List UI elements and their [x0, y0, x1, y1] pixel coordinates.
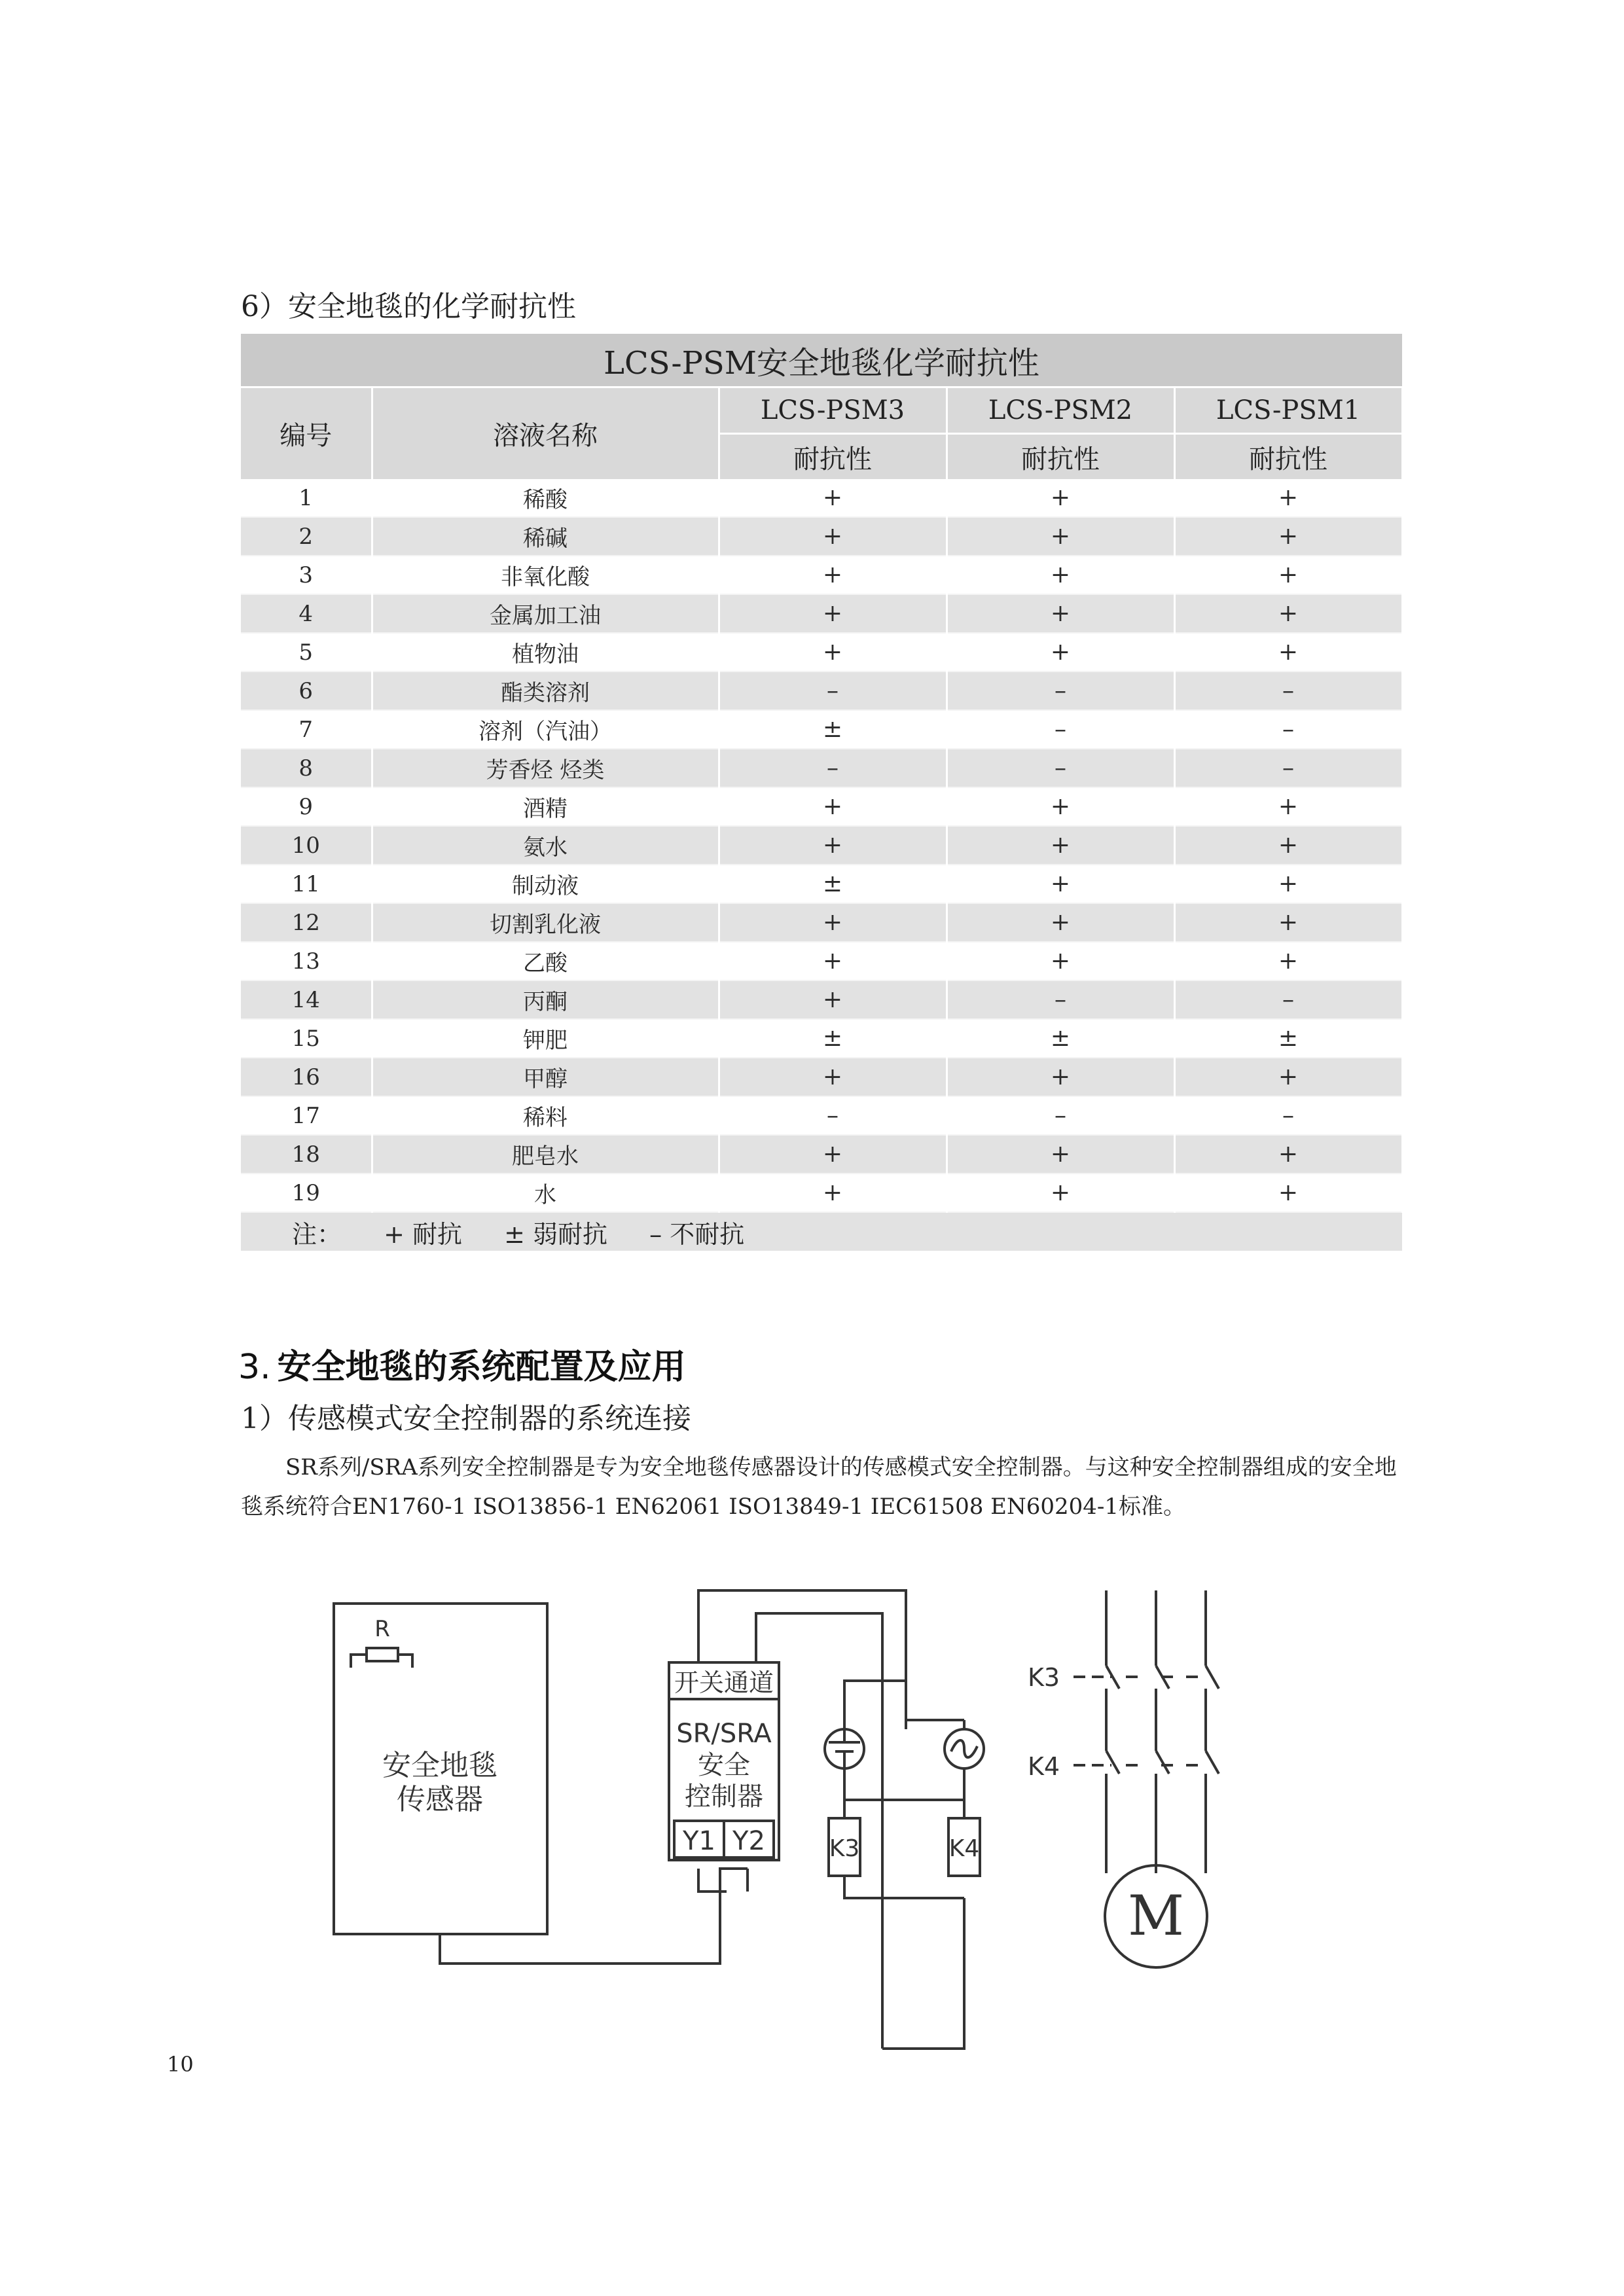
cell-psm2: –: [947, 1096, 1174, 1135]
cell-number: 18: [241, 1135, 372, 1174]
cell-psm1: –: [1174, 749, 1402, 787]
cell-solution-name: 酒精: [372, 787, 719, 826]
cell-psm1: +: [1174, 594, 1402, 633]
resistor-icon: [351, 1648, 412, 1668]
column-header-number: 编号: [241, 387, 372, 480]
sensor-label-line1: 安全地毯: [382, 1749, 497, 1782]
ac-source-icon: [945, 1720, 984, 1768]
cell-psm1: +: [1174, 865, 1402, 903]
sensor-label-line2: 传感器: [397, 1783, 483, 1816]
cell-solution-name: 金属加工油: [372, 594, 719, 633]
cell-psm2: +: [947, 1058, 1174, 1096]
cell-solution-name: 稀酸: [372, 479, 719, 517]
contact-k3-label: K3: [1028, 1663, 1060, 1692]
cell-solution-name: 切割乳化液: [372, 903, 719, 942]
cell-psm3: +: [719, 787, 947, 826]
cell-psm2: –: [947, 980, 1174, 1019]
cell-psm1: +: [1174, 1174, 1402, 1212]
cell-number: 1: [241, 479, 372, 517]
cell-number: 6: [241, 672, 372, 710]
cell-psm1: –: [1174, 1096, 1402, 1135]
cell-psm3: +: [719, 826, 947, 865]
cell-solution-name: 水: [372, 1174, 719, 1212]
cell-psm3: ±: [719, 1019, 947, 1058]
cell-solution-name: 酯类溶剂: [372, 672, 719, 710]
cell-psm2: –: [947, 672, 1174, 710]
cell-solution-name: 钾肥: [372, 1019, 719, 1058]
column-subheader-psm3: 耐抗性: [719, 434, 947, 480]
cell-psm3: +: [719, 1174, 947, 1212]
cell-psm1: +: [1174, 633, 1402, 672]
cell-number: 14: [241, 980, 372, 1019]
cell-psm3: +: [719, 594, 947, 633]
cell-psm1: +: [1174, 479, 1402, 517]
cell-psm1: +: [1174, 1058, 1402, 1096]
relay-k3-label: K3: [829, 1835, 860, 1862]
controller-label-line2: 安全: [698, 1750, 750, 1780]
cell-solution-name: 稀料: [372, 1096, 719, 1135]
resistor-label: R: [374, 1616, 390, 1642]
cell-psm1: ±: [1174, 1019, 1402, 1058]
section-heading-number: 3.: [238, 1348, 271, 1387]
cell-solution-name: 丙酮: [372, 980, 719, 1019]
cell-psm1: +: [1174, 787, 1402, 826]
cell-psm2: +: [947, 942, 1174, 980]
cell-solution-name: 氨水: [372, 826, 719, 865]
subsection-title: 1）传感模式安全控制器的系统连接: [241, 1402, 691, 1435]
note-item-weak: ± 弱耐抗: [504, 1219, 608, 1249]
cell-psm2: +: [947, 865, 1174, 903]
cell-solution-name: 甲醇: [372, 1058, 719, 1096]
cell-psm1: +: [1174, 942, 1402, 980]
cell-solution-name: 稀碱: [372, 517, 719, 556]
cell-psm2: –: [947, 749, 1174, 787]
terminal-y1: Y1: [683, 1826, 715, 1856]
cell-psm1: +: [1174, 517, 1402, 556]
note-label: 注：: [292, 1219, 342, 1249]
cell-number: 15: [241, 1019, 372, 1058]
contact-k4-label: K4: [1028, 1752, 1060, 1781]
cell-psm3: +: [719, 980, 947, 1019]
cell-psm2: +: [947, 479, 1174, 517]
controller-label-line1: SR/SRA: [676, 1719, 772, 1749]
cell-number: 16: [241, 1058, 372, 1096]
cell-psm2: +: [947, 1135, 1174, 1174]
cell-number: 11: [241, 865, 372, 903]
cell-number: 2: [241, 517, 372, 556]
cell-psm1: –: [1174, 672, 1402, 710]
note-item-resistant: + 耐抗: [384, 1219, 463, 1249]
section-heading-text: 安全地毯的系统配置及应用: [277, 1348, 686, 1387]
cell-psm3: +: [719, 1058, 947, 1096]
cell-psm1: –: [1174, 980, 1402, 1019]
cell-number: 13: [241, 942, 372, 980]
note-item-not-resistant: – 不耐抗: [649, 1219, 745, 1249]
cell-psm3: +: [719, 556, 947, 594]
column-header-psm3: LCS-PSM3: [719, 387, 947, 434]
cell-psm1: +: [1174, 903, 1402, 942]
cell-solution-name: 植物油: [372, 633, 719, 672]
cell-solution-name: 芳香烃 烃类: [372, 749, 719, 787]
cell-psm3: –: [719, 1096, 947, 1135]
cell-psm3: +: [719, 517, 947, 556]
motor-label: M: [1127, 1884, 1185, 1948]
cell-psm2: +: [947, 787, 1174, 826]
cell-psm1: –: [1174, 710, 1402, 749]
cell-psm2: ±: [947, 1019, 1174, 1058]
cell-number: 9: [241, 787, 372, 826]
cell-psm3: –: [719, 749, 947, 787]
column-header-psm2: LCS-PSM2: [947, 387, 1174, 434]
relay-k4-label: K4: [948, 1835, 980, 1862]
cell-number: 7: [241, 710, 372, 749]
cell-solution-name: 溶剂（汽油）: [372, 710, 719, 749]
cell-psm2: +: [947, 633, 1174, 672]
dc-source-icon: [825, 1729, 864, 1768]
cell-psm2: +: [947, 517, 1174, 556]
table-title: LCS-PSM安全地毯化学耐抗性: [241, 334, 1402, 387]
cell-psm3: +: [719, 903, 947, 942]
cell-psm1: +: [1174, 556, 1402, 594]
switch-channel-label: 开关通道: [674, 1668, 774, 1697]
cell-solution-name: 制动液: [372, 865, 719, 903]
cell-solution-name: 非氧化酸: [372, 556, 719, 594]
cell-psm3: +: [719, 1135, 947, 1174]
cell-psm3: ±: [719, 710, 947, 749]
cell-psm3: ±: [719, 865, 947, 903]
cell-psm2: +: [947, 594, 1174, 633]
column-header-solution: 溶液名称: [372, 387, 719, 480]
cell-psm2: +: [947, 556, 1174, 594]
cell-number: 5: [241, 633, 372, 672]
terminal-y2: Y2: [732, 1826, 765, 1856]
cell-psm2: +: [947, 903, 1174, 942]
page-number: 10: [167, 2052, 194, 2077]
cell-psm1: +: [1174, 826, 1402, 865]
cell-psm1: +: [1174, 1135, 1402, 1174]
cell-number: 17: [241, 1096, 372, 1135]
body-paragraph: SR系列/SRA系列安全控制器是专为安全地毯传感器设计的传感模式安全控制器。与这种安全控制器组成的安全地毯系统符合EN1760-1 ISO13856-1 EN62061 ISO13849-1 IEC61508 EN60204-1标准。: [241, 1454, 1397, 1520]
controller-label-line3: 控制器: [685, 1782, 763, 1812]
cell-psm2: +: [947, 1174, 1174, 1212]
cell-psm3: +: [719, 479, 947, 517]
cell-number: 3: [241, 556, 372, 594]
cell-number: 12: [241, 903, 372, 942]
cell-number: 19: [241, 1174, 372, 1212]
cell-psm2: +: [947, 826, 1174, 865]
section-title: 6）安全地毯的化学耐抗性: [241, 290, 576, 323]
cell-psm3: +: [719, 633, 947, 672]
cell-number: 4: [241, 594, 372, 633]
column-subheader-psm2: 耐抗性: [947, 434, 1174, 480]
column-header-psm1: LCS-PSM1: [1174, 387, 1402, 434]
cell-number: 10: [241, 826, 372, 865]
cell-number: 8: [241, 749, 372, 787]
cell-psm3: +: [719, 942, 947, 980]
cell-psm2: –: [947, 710, 1174, 749]
column-subheader-psm1: 耐抗性: [1174, 434, 1402, 480]
cell-psm3: –: [719, 672, 947, 710]
cell-solution-name: 肥皂水: [372, 1135, 719, 1174]
motor-contacts: [1074, 1590, 1219, 1873]
cell-solution-name: 乙酸: [372, 942, 719, 980]
